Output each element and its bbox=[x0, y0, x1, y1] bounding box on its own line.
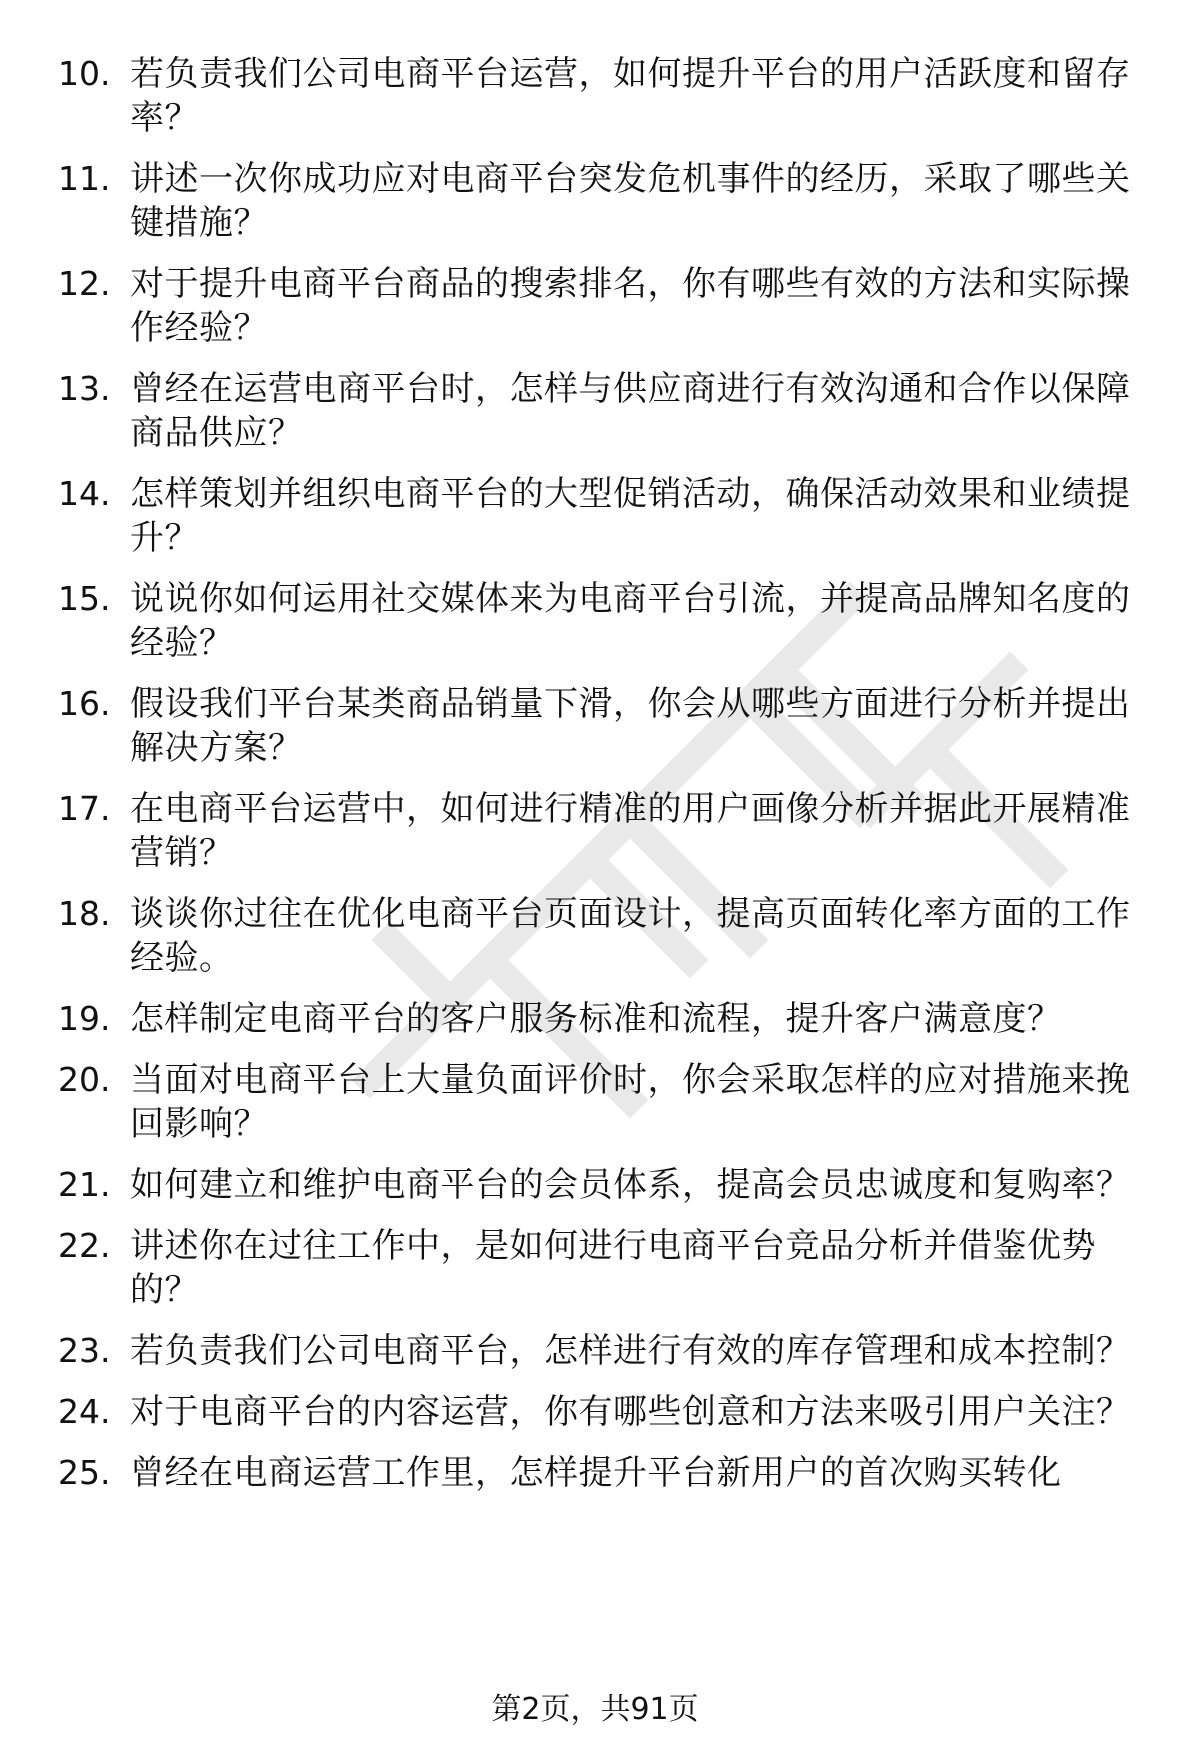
question-number: 15. bbox=[58, 579, 111, 618]
question-text: 说说你如何运用社交媒体来为电商平台引流，并提高品牌知名度的经验？ bbox=[130, 579, 1131, 663]
list-item bbox=[58, 1163, 1148, 1207]
question-text: 谈谈你过往在优化电商平台页面设计，提高页面转化率方面的工作经验。 bbox=[130, 894, 1131, 978]
list-item bbox=[58, 1390, 1148, 1434]
question-number: 23. bbox=[58, 1331, 111, 1370]
question-number: 13. bbox=[58, 369, 111, 408]
page-number-footer: 第2页，共91页 bbox=[491, 1692, 699, 1727]
question-text: 讲述一次你成功应对电商平台突发危机事件的经历，采取了哪些关键措施？ bbox=[130, 159, 1131, 243]
question-number: 10. bbox=[58, 54, 111, 93]
question-text: 曾经在运营电商平台时，怎样与供应商进行有效沟通和合作以保障商品供应？ bbox=[130, 369, 1131, 453]
list-item bbox=[58, 157, 1148, 245]
question-text: 怎样制定电商平台的客户服务标准和流程，提升客户满意度？ bbox=[130, 999, 1062, 1039]
question-text: 若负责我们公司电商平台，怎样进行有效的库存管理和成本控制？ bbox=[130, 1331, 1131, 1371]
question-list bbox=[58, 52, 1148, 1512]
question-number: 19. bbox=[58, 999, 111, 1038]
list-item bbox=[58, 892, 1148, 980]
list-item bbox=[58, 1058, 1148, 1146]
list-item bbox=[58, 472, 1148, 560]
question-number: 24. bbox=[58, 1392, 111, 1431]
question-text: 对于提升电商平台商品的搜索排名，你有哪些有效的方法和实际操作经验？ bbox=[130, 264, 1131, 348]
list-item bbox=[58, 1329, 1148, 1373]
question-text: 如何建立和维护电商平台的会员体系，提高会员忠诚度和复购率？ bbox=[130, 1165, 1131, 1205]
question-number: 18. bbox=[58, 894, 111, 933]
list-item bbox=[58, 262, 1148, 350]
question-text: 怎样策划并组织电商平台的大型促销活动，确保活动效果和业绩提升？ bbox=[130, 474, 1131, 558]
question-text: 曾经在电商运营工作里，怎样提升平台新用户的首次购买转化 bbox=[130, 1453, 1062, 1493]
list-item bbox=[58, 997, 1148, 1041]
question-text: 假设我们平台某类商品销量下滑，你会从哪些方面进行分析并提出解决方案？ bbox=[130, 684, 1131, 768]
question-number: 21. bbox=[58, 1165, 111, 1204]
question-number: 16. bbox=[58, 684, 111, 723]
question-number: 17. bbox=[58, 789, 111, 828]
question-number: 22. bbox=[58, 1226, 111, 1265]
list-item bbox=[58, 1451, 1148, 1495]
question-number: 14. bbox=[58, 474, 111, 513]
question-number: 12. bbox=[58, 264, 111, 303]
list-item bbox=[58, 577, 1148, 665]
list-item bbox=[58, 682, 1148, 770]
question-text: 若负责我们公司电商平台运营，如何提升平台的用户活跃度和留存率？ bbox=[130, 54, 1131, 138]
question-number: 20. bbox=[58, 1060, 111, 1099]
list-item bbox=[58, 1224, 1148, 1312]
list-item bbox=[58, 787, 1148, 875]
question-text: 当面对电商平台上大量负面评价时，你会采取怎样的应对措施来挽回影响？ bbox=[130, 1060, 1131, 1144]
question-number: 11. bbox=[58, 159, 111, 198]
question-text: 讲述你在过往工作中，是如何进行电商平台竞品分析并借鉴优势的？ bbox=[130, 1226, 1096, 1310]
question-text: 在电商平台运营中，如何进行精准的用户画像分析并据此开展精准营销？ bbox=[130, 789, 1131, 873]
question-number: 25. bbox=[58, 1453, 111, 1492]
question-text: 对于电商平台的内容运营，你有哪些创意和方法来吸引用户关注？ bbox=[130, 1392, 1131, 1432]
list-item bbox=[58, 367, 1148, 455]
list-item bbox=[58, 52, 1148, 140]
